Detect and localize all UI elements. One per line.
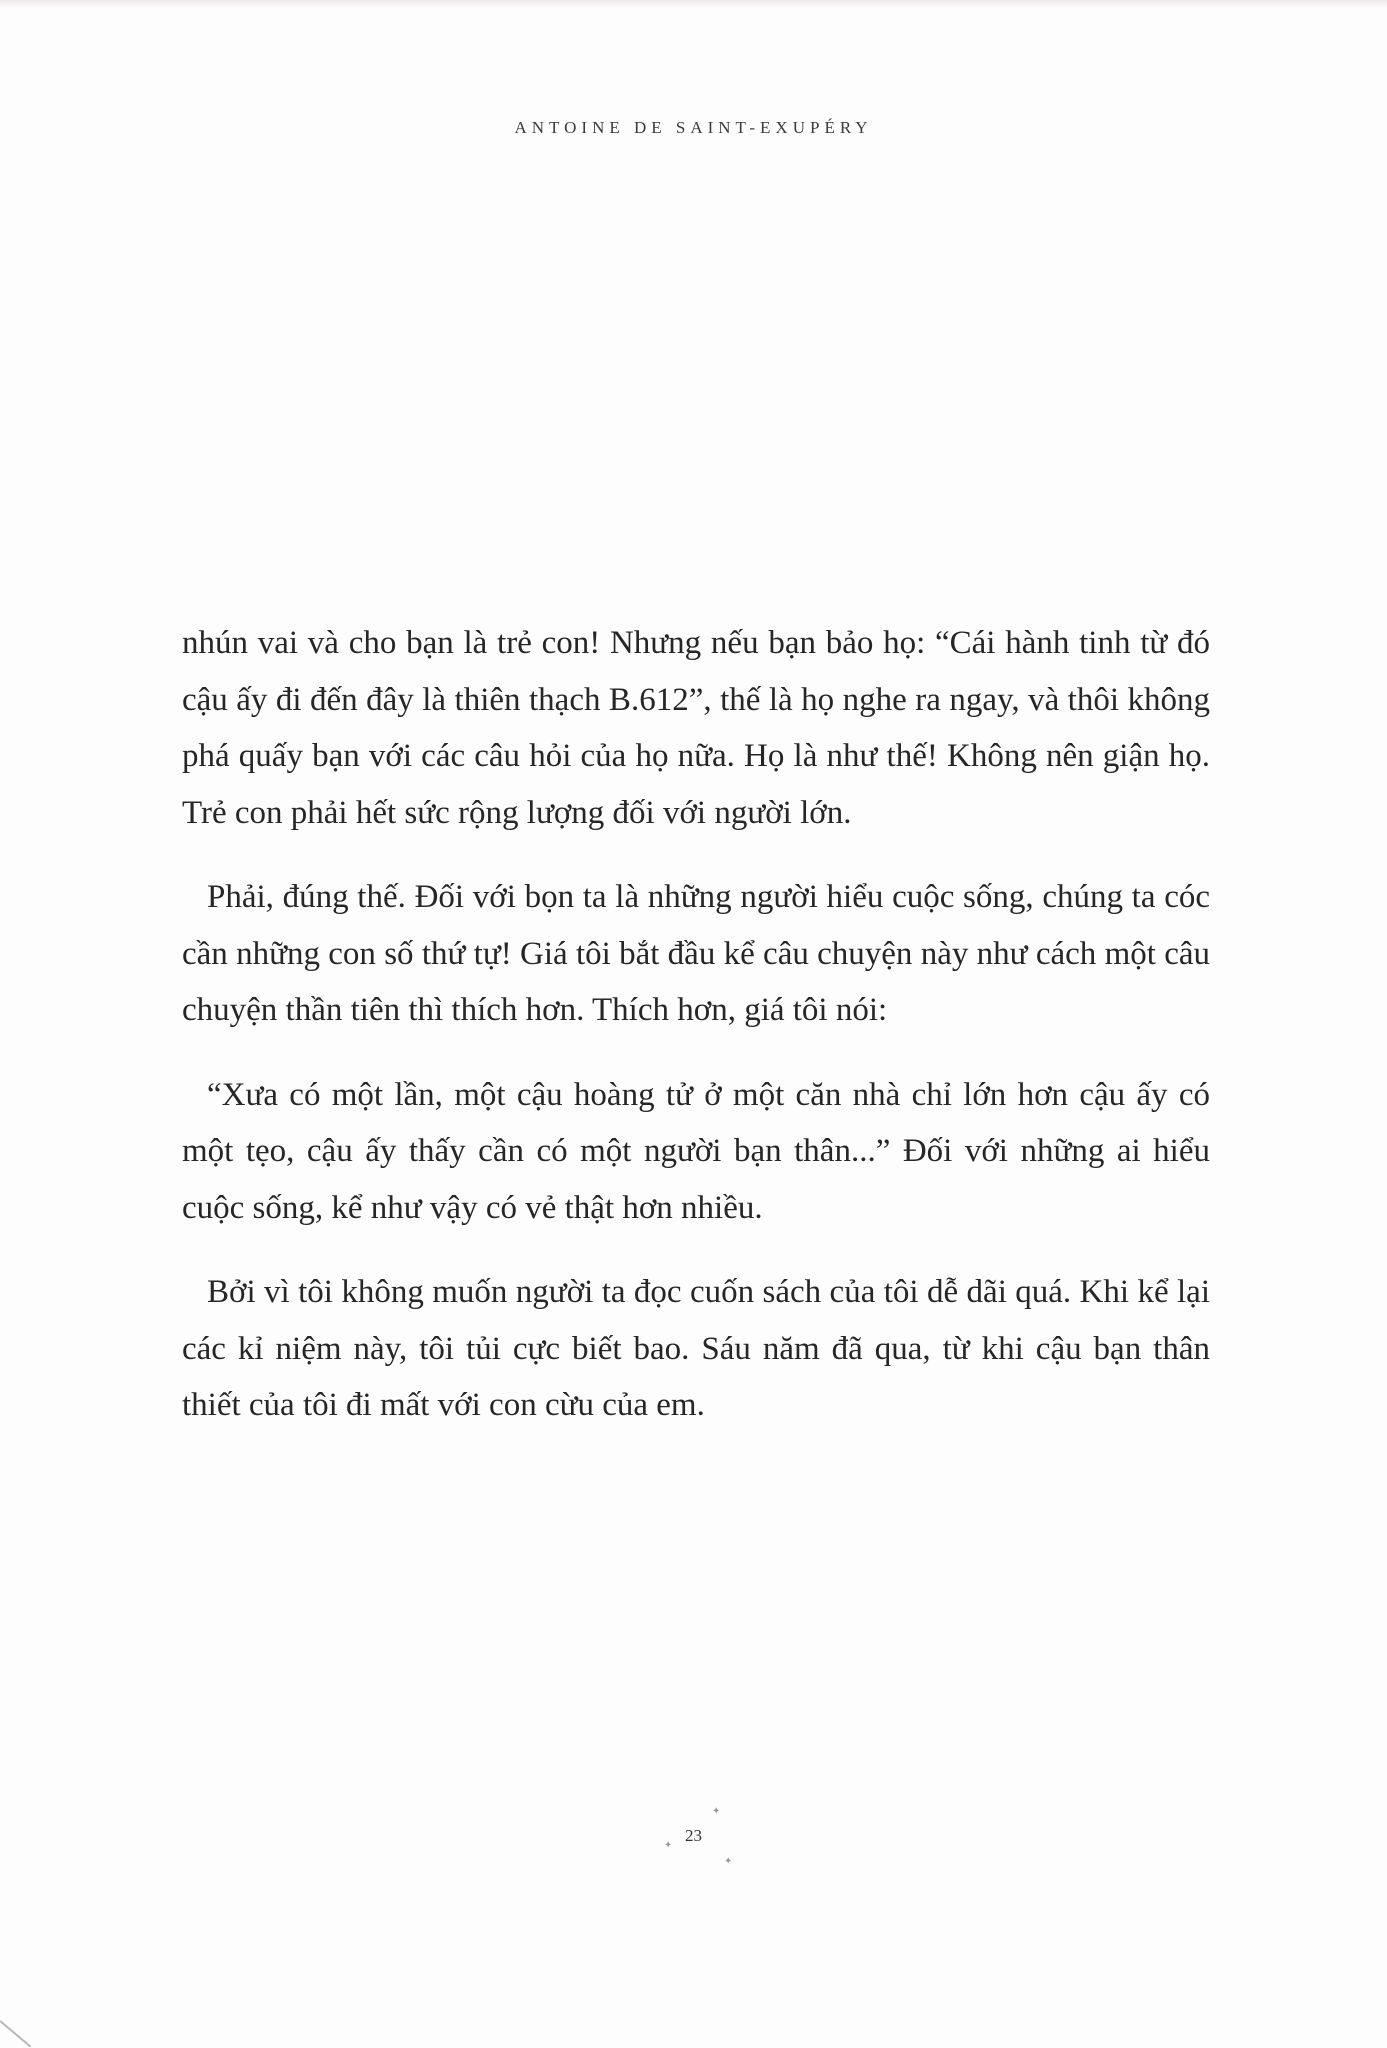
star-icon: ✦ bbox=[664, 1840, 673, 1851]
paragraph-1: nhún vai và cho bạn là trẻ con! Nhưng nếu bạn bảo họ: “Cái hành tinh từ đó cậu ấy đi đến đây là thiên thạch B.612”, thế là họ nghe ra ngay, và thôi không phá quấy bạn với các câu hỏi của họ nữa. Họ là như thế! Không nên giận họ. Trẻ con phải hết sức rộng lượng đối với người lớn. bbox=[182, 625, 1210, 831]
star-icon: ✦ bbox=[712, 1806, 721, 1817]
star-icon: ✦ bbox=[724, 1856, 733, 1867]
paragraph-3: “Xưa có một lần, một cậu hoàng tử ở một căn nhà chỉ lớn hơn cậu ấy có một tẹo, cậu ấy thấy cần có một người bạn thân...” Đối với những ai hiểu cuộc sống, kể như vậy có vẻ thật hơn nhiều. bbox=[182, 1076, 1210, 1226]
running-head: ANTOINE DE SAINT-EXUPÉRY bbox=[514, 118, 873, 137]
paragraph-4: Bởi vì tôi không muốn người ta đọc cuốn sách của tôi dễ dãi quá. Khi kể lại các kỉ niệm này, tôi tủi cực biết bao. Sáu năm đã qua, từ khi cậu bạn thân thiết của tôi đi mất với con cừu của em. bbox=[182, 1274, 1210, 1423]
page-corner-mark bbox=[0, 2020, 31, 2047]
paragraph-2: Phải, đúng thế. Đối với bọn ta là những người hiểu cuộc sống, chúng ta cóc cần những con số thứ tự! Giá tôi bắt đầu kể câu chuyện này như cách một câu chuyện thần tiên thì thích hơn. Thích hơn, giá tôi nói: bbox=[182, 879, 1210, 1028]
page-top-edge bbox=[0, 0, 1387, 8]
page-number: 23 bbox=[685, 1826, 702, 1845]
body-text bbox=[182, 615, 1210, 1462]
